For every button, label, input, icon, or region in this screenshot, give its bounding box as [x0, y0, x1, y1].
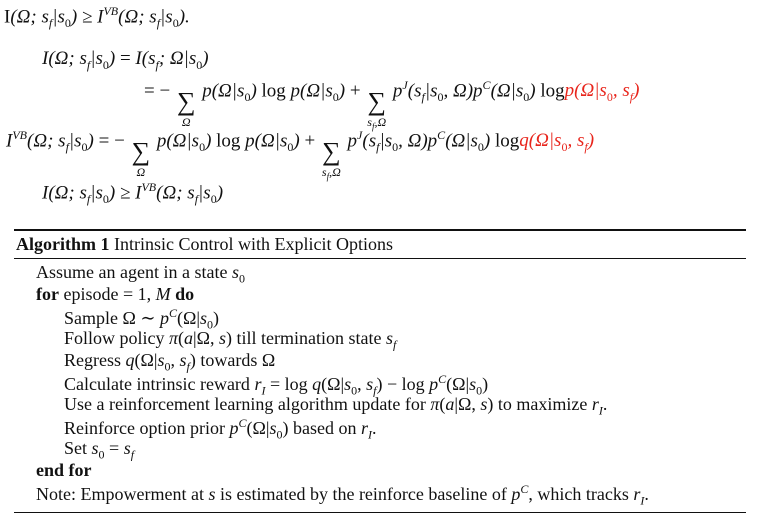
algo-line-endfor: end for — [36, 460, 92, 480]
sum-symbol: ∑ $s_f,\Omega$ — [367, 87, 387, 132]
algorithm-caption — [16, 234, 393, 255]
algorithm-title: Intrinsic Control with Explicit Options — [114, 234, 393, 254]
algo-line-for: for episode = 1, M do — [36, 284, 195, 304]
top-inequality: I(Ω; $s_f|s_0) \ge I^{VB}(\Omega$; $s_f|s_0$). — [4, 4, 190, 31]
algo-line-set: Set $s_0 = s_f$ — [64, 438, 135, 462]
mi-equation-lhs: I(Ω; $s_f|s_0) = I(s_f$; $\Omega|s_0$) — [42, 48, 209, 72]
algo-line-note: Note: Empowerment at s is estimated by the reinforce baseline of $p^C$, which tracks $r_I$. — [36, 482, 649, 508]
sum-symbol: ∑ $s_f,\Omega$ — [321, 137, 341, 182]
algorithm-top-rule — [14, 229, 746, 231]
sum-symbol: ∑ Ω — [131, 137, 151, 180]
vb-equation: $I^{VB}(\Omega$; $s_f|s_0$) = − ∑ Ω $p(\Omega|s_0)$ $\log p(\Omega|s_0)$ + ∑ $s_f,\Omega$ $p^J(s_f|s_0$, $\Omega)p^C(\Omega|s_0)$ $\log q(\Omega|s_0$, $s_f$) — [6, 128, 595, 182]
sum-symbol: ∑ Ω — [176, 87, 196, 130]
algorithm-label: Algorithm 1 — [16, 234, 110, 254]
algo-line-calculate: Calculate intrinsic reward $r_I = \log q(\Omega|s_0$, $s_f) - \log p^C(\Omega|s_0)$ — [64, 372, 489, 398]
algo-line-sample: Sample Ω ∼ $p^C(\Omega|s_0)$ — [64, 306, 219, 332]
algo-line-use: Use a reinforcement learning algorithm update for π(a|Ω, s) to maximize $r_I$. — [64, 394, 608, 418]
algo-line-follow: Follow policy π(a|Ω, s) till termination state $s_f$ — [64, 328, 397, 352]
algorithm-bottom-rule — [14, 512, 746, 513]
algorithm-caption-rule — [14, 258, 746, 259]
algo-line-assume: Assume an agent in a state $s_0$ — [36, 262, 245, 286]
algo-line-reinforce: Reinforce option prior $p^C(\Omega|s_0)$ based on $r_I$. — [64, 416, 377, 442]
mi-equation-rhs: = − ∑ Ω $p(\Omega|s_0)$ $\log p(\Omega|s_0)$ + ∑ $s_f,\Omega$ $p^J(s_f|s_0$, $\Omega)p^C(\Omega|s_0)$ $\log p(\Omega|s_0$, $s_f$) — [144, 78, 640, 132]
bound-equation: I(Ω; $s_f|s_0) \ge I^{VB}(\Omega$; $s_f|s_0$) — [42, 180, 224, 207]
algo-line-regress: Regress $q(\Omega|s_0$, $s_f$) towards Ω — [64, 350, 276, 374]
